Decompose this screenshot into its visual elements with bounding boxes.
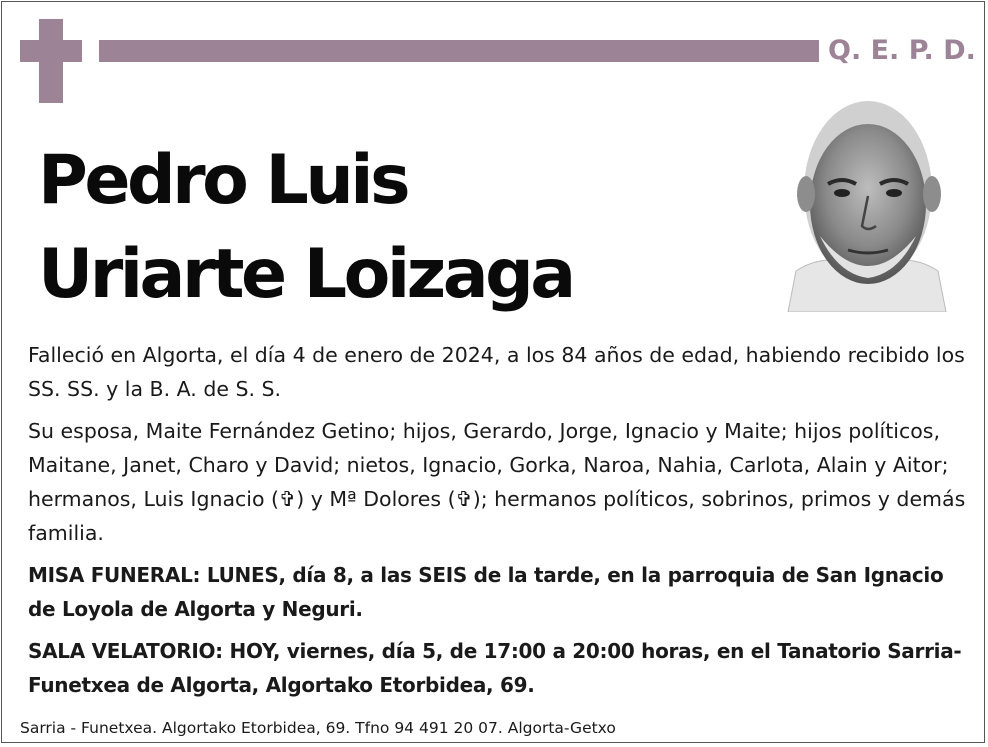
family-list: Su esposa, Maite Fernández Getino; hijos, Gerardo, Jorge, Ignacio y Maite; hijos políticos, Maitane, Janet, Charo y David; nietos, Ignacio, Gorka, Naroa, Nahia, Carlota, Alain y Aitor; hermanos, Luis Ignacio (✞) y Mª Dolores (✞); hermanos políticos, sobrinos, primos y demás familia. [28,419,966,545]
funeral-mass-info: MISA FUNERAL: LUNES, día 8, a las SEIS de la tarde, en la parroquia de San Ignacio de Loyola de Algorta y Neguri. [28,563,944,621]
name-line-2: Uriarte Loizaga [38,235,573,314]
death-announcement: Falleció en Algorta, el día 4 de enero de 2024, a los 84 años de edad, habiendo recibido los SS. SS. y la B. A. de S. S. [28,343,965,401]
qepd-label: Q. E. P. D. [828,35,976,66]
deceased-name [38,134,573,322]
name-line-1: Pedro Luis [38,141,408,220]
obituary-text [28,338,968,710]
wake-room-info: SALA VELATORIO: HOY, viernes, día 5, de 17:00 a 20:00 horas, en el Tanatorio Sarria-Funetxea de Algorta, Algortako Etorbidea, 69. [28,639,962,697]
deceased-portrait-photo [778,96,954,312]
header-rule [99,40,819,62]
cross-horizontal-bar [20,40,82,62]
obituary-notice [1,1,985,743]
funeral-home-footer: Sarria - Funetxea. Algortako Etorbidea, 69. Tfno 94 491 20 07. Algorta-Getxo [20,719,616,737]
